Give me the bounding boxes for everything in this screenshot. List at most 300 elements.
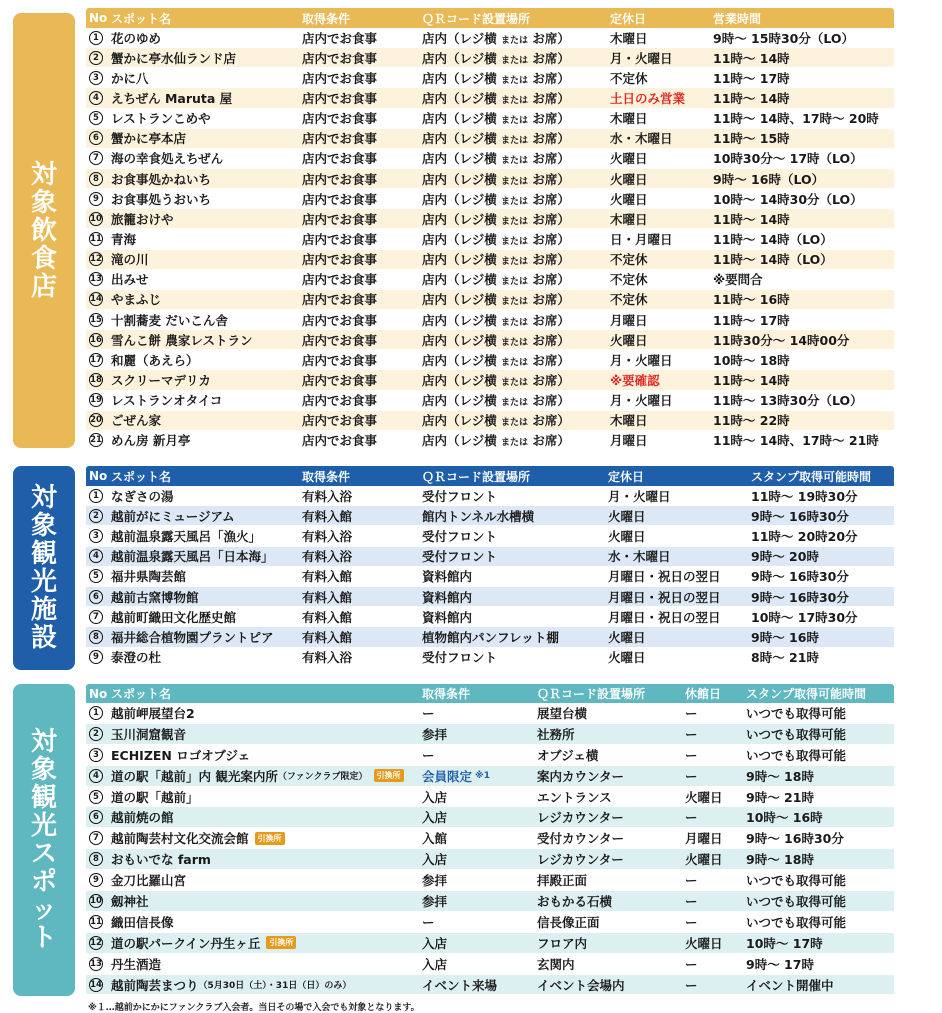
spot-name [111, 229, 136, 248]
condition [302, 28, 377, 47]
cell-text: 植物館内パンフレット棚 [422, 629, 559, 645]
cell-text: 木曜日 [610, 413, 648, 429]
row-no [89, 290, 103, 309]
cell-text: 9時〜 18時 [746, 852, 814, 868]
row-no [89, 506, 103, 525]
row-no [89, 189, 103, 208]
table-row [86, 330, 894, 350]
row-no [89, 607, 103, 626]
cell-text: 不定休 [610, 272, 648, 288]
cell-text: 資料館内 [422, 589, 473, 605]
cell-text: 9時〜 16時30分 [746, 831, 844, 847]
row-no [89, 587, 103, 606]
cell-text: 店内でお食事 [302, 30, 378, 46]
qr-location-text: 店内（レジ横 または お席） [422, 433, 570, 449]
qr-location [422, 209, 570, 228]
spot-name [111, 607, 236, 626]
cell-text: ※要問合 [713, 272, 763, 288]
cell-text: 10時〜 16時 [746, 810, 823, 826]
qr-location-text: 店内（レジ横 または お席） [422, 413, 570, 429]
cell-text: 店内でお食事 [302, 413, 378, 429]
condition [302, 270, 377, 289]
cell-text: 11時〜 14時 [713, 211, 790, 227]
row-number-circle: 1 [89, 706, 103, 720]
qr-location [422, 310, 570, 329]
closed-day [685, 745, 698, 765]
hours [713, 270, 763, 289]
row-no [89, 870, 103, 890]
condition [422, 828, 447, 848]
hours [713, 290, 790, 309]
cell-text: 11時〜 14時（LO） [713, 231, 833, 247]
cell-text: 蟹かに亭本店 [111, 131, 187, 147]
closed-day [685, 828, 723, 848]
condition [302, 169, 377, 188]
table-row [86, 648, 894, 668]
header-cell: 取得条件 [302, 469, 351, 484]
cell-text: 受付フロント [422, 650, 498, 666]
spot-name [111, 787, 199, 807]
row-number-circle: 7 [89, 831, 103, 845]
cell-text: 店内でお食事 [302, 231, 378, 247]
condition [302, 587, 352, 606]
cell-text: 11時〜 16時 [713, 292, 790, 308]
cell-text: 月曜日・祝日の翌日 [608, 589, 721, 605]
header-cell: No [89, 469, 108, 483]
qr-location [422, 648, 497, 667]
closed-day [610, 370, 660, 389]
spot-name [111, 189, 211, 208]
hours [713, 330, 849, 349]
closed-day [685, 807, 698, 827]
header-cell: 定休日 [610, 11, 647, 26]
cell-text: 11時〜 19時30分 [751, 488, 858, 504]
qr-location-text: 店内（レジ横 または お席） [422, 50, 570, 66]
condition [302, 129, 377, 148]
spot-name [111, 954, 161, 974]
table-row [86, 891, 894, 912]
hours [751, 607, 858, 626]
qr-location-text: 店内（レジ横 または お席） [422, 252, 570, 268]
cell-text: ー [685, 977, 698, 993]
hours [746, 849, 814, 869]
cell-text: 店内でお食事 [302, 372, 378, 388]
table-row [86, 828, 894, 849]
condition [302, 149, 377, 168]
cell-text: ー [685, 810, 698, 826]
condition [302, 567, 352, 586]
condition [302, 370, 377, 389]
closed-day [685, 954, 698, 974]
spot-name [111, 350, 199, 369]
qr-location-text: 店内（レジ横 または お席） [422, 211, 570, 227]
closed-day [685, 891, 698, 911]
cell-text: 9時〜 16時 [751, 629, 819, 645]
closed-day [610, 68, 648, 87]
cell-text: 旅籠おけや [111, 211, 174, 227]
row-no [89, 270, 103, 289]
hours [746, 933, 823, 953]
table-row [86, 870, 894, 891]
table-row [86, 567, 894, 587]
cell-text: 館内トンネル水槽横 [422, 508, 535, 524]
cell-text: 9時〜 16時（LO） [713, 171, 825, 187]
cell-text: 受付フロント [422, 528, 498, 544]
hours [713, 370, 790, 389]
closed-day [608, 526, 646, 545]
cell-text: 月・火曜日 [610, 393, 673, 409]
table-row [86, 807, 894, 828]
hours [751, 567, 849, 586]
row-number-circle: 2 [89, 51, 103, 65]
cell-text: 有料入館 [302, 609, 353, 625]
cell-text: 11時30分〜 14時00分 [713, 332, 850, 348]
cell-text: ー [685, 726, 698, 742]
closed-day [608, 587, 721, 606]
cell-text: 和麗（あえら） [111, 352, 199, 368]
table-row [86, 724, 894, 745]
table-row [86, 370, 894, 390]
row-no [89, 912, 103, 932]
table-row [86, 587, 894, 607]
hours [746, 745, 846, 765]
exchange-badge: 引換所 [266, 936, 296, 949]
cell-text: ー [685, 873, 698, 889]
cell-text: 月・火曜日 [610, 50, 673, 66]
cell-text: 受付カウンター [537, 831, 625, 847]
cell-text: 火曜日 [608, 650, 646, 666]
cell-text: 9時〜 16時30分 [751, 589, 849, 605]
row-number-circle: 2 [89, 509, 103, 523]
row-no [89, 149, 103, 168]
cell-text: 11時〜 14時（LO） [713, 252, 833, 268]
closed-day [610, 411, 648, 430]
qr-location-text: 店内（レジ横 または お席） [422, 30, 570, 46]
header-cell: スタンプ取得可能時間 [751, 469, 872, 484]
qr-location-text: 店内（レジ横 または お席） [422, 111, 570, 127]
header-cell: 休館日 [685, 687, 722, 701]
cell-text: 不定休 [610, 70, 648, 86]
qr-location [422, 250, 570, 269]
condition [302, 48, 377, 67]
row-number-circle: 13 [90, 958, 102, 969]
hours [746, 870, 846, 890]
condition [302, 310, 377, 329]
closed-day [610, 109, 648, 128]
cell-text: 店内でお食事 [302, 393, 378, 409]
spot-name [111, 627, 274, 646]
qr-location [422, 330, 570, 349]
cell-text: えちぜん Maruta 屋 [111, 90, 233, 106]
qr-location [422, 547, 497, 566]
table-row [86, 627, 894, 647]
condition [302, 431, 377, 450]
row-number-circle: 1 [89, 31, 103, 45]
row-no [89, 567, 103, 586]
row-no [89, 648, 103, 667]
spot-name [111, 149, 223, 168]
cell-text: イベント来場 [422, 977, 498, 993]
cell-text: ー [685, 893, 698, 909]
table-row [86, 607, 894, 627]
qr-location [422, 411, 570, 430]
cell-text: 8時〜 21時 [751, 650, 819, 666]
cell-text: 11時〜 14時、17時〜 21時 [713, 433, 879, 449]
spot-name [111, 169, 211, 188]
spot-name [111, 933, 296, 953]
row-no [89, 330, 103, 349]
spot-name [111, 912, 174, 932]
cell-text: いつでも取得可能 [746, 705, 847, 721]
cell-text: 受付フロント [422, 488, 498, 504]
table-row [86, 250, 894, 270]
closed-day [610, 350, 673, 369]
cell-text: 参拝 [422, 873, 448, 889]
spot-name [111, 209, 174, 228]
cell-text: 11時〜 13時30分（LO） [713, 393, 863, 409]
table-header [86, 466, 894, 486]
cell-text: 入店 [422, 935, 448, 951]
cell-text: 劔神社 [111, 893, 149, 909]
cell-text: 9時〜 20時 [751, 549, 819, 565]
row-number-circle: 20 [90, 415, 102, 426]
qr-location [537, 954, 575, 974]
cell-text: 11時〜 14時 [713, 372, 790, 388]
closed-day [610, 229, 673, 248]
cell-text: ー [685, 956, 698, 972]
cell-text: 織田信長像 [111, 914, 174, 930]
cell-text: 店内でお食事 [302, 433, 378, 449]
row-number-circle: 11 [90, 916, 102, 927]
cell-text: お食事処かねいち [111, 171, 212, 187]
condition [422, 912, 435, 932]
qr-location [537, 828, 624, 848]
cell-text: 十割蕎麦 だいこん舎 [111, 312, 228, 328]
cell-text: 店内でお食事 [302, 191, 378, 207]
spot-name [111, 828, 285, 848]
qr-location [422, 109, 570, 128]
table-facilities [86, 466, 894, 668]
header-cell: スポット名 [111, 469, 172, 484]
qr-location-text: 店内（レジ横 または お席） [422, 393, 570, 409]
row-no [89, 891, 103, 911]
table-row [86, 88, 894, 108]
cell-text: 越前町織田文化歴史館 [111, 609, 237, 625]
hours [713, 391, 863, 410]
header-cell: スポット名 [111, 687, 172, 701]
condition [302, 189, 377, 208]
cell-text: 店内でお食事 [302, 292, 378, 308]
cell-text: いつでも取得可能 [746, 747, 847, 763]
closed-day [685, 933, 723, 953]
qr-location [537, 724, 575, 744]
row-number-circle: 21 [90, 435, 102, 446]
cell-text: レジカウンター [537, 810, 624, 826]
cell-text: ごぜん家 [111, 413, 162, 429]
cell-text: 越前がにミュージアム [111, 508, 235, 524]
cell-text: いつでも取得可能 [746, 893, 847, 909]
table-row [86, 391, 894, 411]
row-number-circle: 6 [89, 810, 103, 824]
cell-text: 木曜日 [610, 111, 648, 127]
header-cell: No [89, 686, 108, 701]
side-label-facilities: 対 象 観 光 施 設 [13, 466, 75, 670]
row-number-circle: 5 [89, 111, 103, 125]
cell-text: 入店 [422, 810, 448, 826]
cell-text: ー [685, 747, 698, 763]
closed-day [610, 149, 648, 168]
cell-text: 入店 [422, 956, 448, 972]
closed-day [608, 547, 671, 566]
table-row [86, 975, 894, 996]
cell-text: 月曜日 [610, 433, 648, 449]
condition [302, 526, 352, 545]
row-no [89, 109, 103, 128]
cell-text: 越前古窯博物館 [111, 589, 199, 605]
cell-text: 11時〜 17時 [713, 312, 790, 328]
hours [713, 209, 790, 228]
cell-text: 玉川洞窟観音 [111, 726, 187, 742]
hours [713, 229, 833, 248]
qr-location-text: 店内（レジ横 または お席） [422, 312, 570, 328]
header-cell: スタンプ取得可能時間 [746, 687, 867, 701]
qr-location [422, 350, 570, 369]
cell-text: 火曜日 [685, 935, 723, 951]
cell-text: ー [422, 914, 435, 930]
cell-text: 火曜日 [608, 528, 646, 544]
hours [713, 28, 854, 47]
cell-text: 火曜日 [610, 191, 648, 207]
qr-location-text: 店内（レジ横 または お席） [422, 231, 570, 247]
cell-text: 11時〜 17時 [713, 70, 790, 86]
row-no [89, 48, 103, 67]
row-no [89, 350, 103, 369]
header-cell: 営業時間 [713, 11, 762, 26]
cell-text: 店内でお食事 [302, 352, 378, 368]
event-date-note: （5月30日（土）・31日（日）のみ） [198, 981, 352, 992]
table-row [86, 68, 894, 88]
cell-text: 資料館内 [422, 609, 473, 625]
header-cell: ＱＲコード設置場所 [422, 11, 531, 26]
spot-name [111, 849, 211, 869]
header-cell: 取得条件 [422, 687, 471, 701]
spot-name [111, 567, 186, 586]
row-number-circle: 14 [90, 294, 102, 305]
cell-text: 11時〜 14時、17時〜 20時 [713, 111, 879, 127]
hours [751, 627, 819, 646]
closed-day [685, 912, 698, 932]
footnote-mark: ※1 [475, 770, 491, 781]
cell-text: エントランス [537, 789, 612, 805]
closed-day [610, 310, 648, 329]
row-number-circle: 6 [89, 590, 103, 604]
hours [713, 88, 790, 107]
qr-location [537, 703, 587, 723]
qr-location [537, 766, 624, 786]
cell-text: 10時〜 17時30分 [751, 609, 858, 625]
side-label-spots: 対 象 観 光 ス ポ ッ ト [13, 684, 75, 996]
cell-text: 玄関内 [537, 956, 575, 972]
condition [422, 766, 490, 786]
cell-text: 泰澄の杜 [111, 650, 162, 666]
closed-day [610, 129, 673, 148]
header-cell: スポット名 [111, 11, 172, 26]
cell-text: 出みせ [111, 272, 149, 288]
row-no [89, 526, 103, 545]
cell-text: 11時〜 22時 [713, 413, 790, 429]
row-no [89, 391, 103, 410]
cell-text: 受付フロント [422, 549, 498, 565]
row-number-circle: 3 [89, 529, 103, 543]
row-no [89, 310, 103, 329]
cell-text: 水・木曜日 [608, 549, 671, 565]
closed-day [610, 189, 648, 208]
row-no [89, 229, 103, 248]
cell-text: ECHIZEN ロゴオブジェ [111, 747, 251, 763]
row-no [89, 975, 103, 995]
cell-text: 入館 [422, 831, 448, 847]
hours [713, 431, 879, 450]
qr-location [422, 229, 570, 248]
cell-text: 参拝 [422, 726, 448, 742]
closed-day [610, 48, 673, 67]
cell-text: おもいでな farm [111, 852, 211, 868]
table-row [86, 270, 894, 290]
closed-day [608, 627, 646, 646]
cell-text: 店内でお食事 [302, 332, 378, 348]
cell-text: 店内でお食事 [302, 272, 378, 288]
cell-text: いつでも取得可能 [746, 914, 847, 930]
cell-text: 9時〜 21時 [746, 789, 814, 805]
spot-name [111, 431, 190, 450]
qr-location-text: 店内（レジ横 または お席） [422, 352, 570, 368]
cell-text: 水・木曜日 [610, 131, 673, 147]
row-number-circle: 9 [89, 873, 103, 887]
cell-text: 月・火曜日 [608, 488, 671, 504]
spot-name [111, 807, 174, 827]
row-number-circle: 5 [89, 569, 103, 583]
qr-location-text: 店内（レジ横 または お席） [422, 131, 570, 147]
cell-text: ー [422, 705, 435, 721]
condition [422, 745, 435, 765]
cell-text: 9時〜 18時 [746, 768, 814, 784]
header-cell: 取得条件 [302, 11, 351, 26]
spot-name [111, 310, 228, 329]
cell-text: 有料入館 [302, 508, 353, 524]
row-no [89, 724, 103, 744]
qr-location [422, 68, 570, 87]
qr-location-text: 店内（レジ横 または お席） [422, 191, 570, 207]
cell-text: 店内でお食事 [302, 171, 378, 187]
table-row [86, 431, 894, 451]
table-row [86, 109, 894, 129]
row-no [89, 703, 103, 723]
header-cell: No [89, 11, 108, 25]
cell-text: 土日のみ営業 [610, 90, 686, 106]
cell-text: 越前焼の館 [111, 810, 174, 826]
cell-text: 月・火曜日 [610, 352, 673, 368]
qr-location [422, 391, 570, 410]
hours [713, 411, 790, 430]
exchange-badge: 引換所 [255, 832, 285, 845]
row-no [89, 411, 103, 430]
cell-text: 雪んこ餅 農家レストラン [111, 332, 253, 348]
row-number-circle: 14 [90, 979, 102, 990]
closed-day [610, 391, 673, 410]
qr-location [422, 48, 570, 67]
qr-location [537, 912, 600, 932]
header-cell: 定休日 [608, 469, 645, 484]
